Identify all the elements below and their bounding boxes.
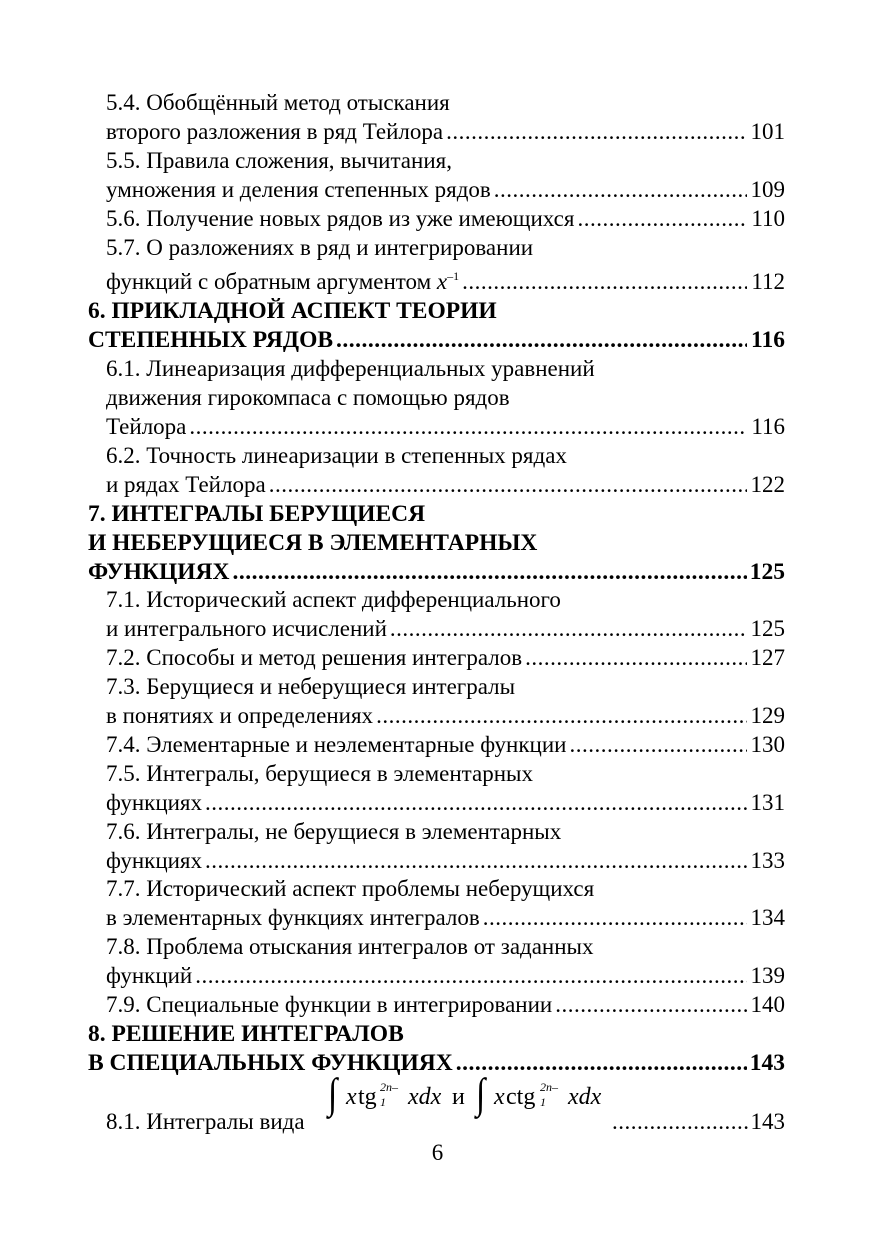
toc-chapter-line: [88, 297, 785, 326]
toc-entry-title: 7.7. Исторический аспект проблемы неберущихся: [106, 876, 595, 902]
toc-chapter-line: [88, 529, 785, 558]
toc-page-number: 129: [750, 703, 785, 729]
toc-entry-title: 5.5. Правила сложения, вычитания,: [106, 147, 452, 173]
toc-page-number: 127: [750, 645, 785, 671]
toc-page-number: 122: [750, 471, 785, 497]
toc-entry-title: функциях: [106, 847, 203, 873]
math-variable: x: [494, 1083, 505, 1110]
toc-entry-title: функций: [106, 963, 193, 989]
toc-entry-line: [88, 615, 785, 644]
math-conjunction: и: [452, 1083, 465, 1110]
toc-entry-line: [88, 962, 785, 991]
toc-entry-title: 5.4. Обобщённый метод отыскания: [106, 90, 450, 115]
integral-sign: ∫: [476, 1071, 486, 1118]
toc-chapter-line: [88, 500, 785, 529]
toc-entry-title: СТЕПЕННЫХ РЯДОВ: [88, 327, 334, 354]
math-variable: x: [436, 269, 448, 295]
toc-entry-title: Тейлора: [106, 413, 187, 439]
toc-page-number: 116: [751, 327, 785, 354]
toc-chapter-line: [88, 1020, 785, 1049]
math-function: tg: [358, 1083, 377, 1110]
dot-leader: [577, 205, 747, 234]
toc-page-number: 125: [749, 558, 785, 585]
toc-entry-title: В СПЕЦИАЛЬНЫХ ФУНКЦИЯХ: [88, 1049, 453, 1076]
dot-leader: [525, 644, 747, 673]
toc-entry-title: в элементарных функциях интегралов: [106, 905, 480, 931]
toc-entry-title: 7.1. Исторический аспект дифференциального: [106, 587, 561, 613]
toc-entry-title: 7. ИНТЕГРАЛЫ БЕРУЩИЕСЯ: [88, 500, 426, 527]
toc-entry-title: 6. ПРИКЛАДНОЙ АСПЕКТ ТЕОРИИ: [88, 298, 497, 325]
dot-leader: [569, 731, 747, 760]
dot-leader: [446, 118, 747, 147]
toc-chapter-line: [88, 1049, 785, 1078]
toc-entry-line: [88, 933, 785, 962]
dot-leader: [462, 268, 747, 297]
dot-leader: [376, 702, 747, 731]
toc-entry-line: [88, 789, 785, 818]
formula-leader: [612, 1108, 785, 1136]
dot-leader: [494, 176, 747, 205]
dot-leader: [483, 904, 747, 933]
toc-entry-title: 7.9. Специальные функции в интегрировании: [106, 992, 553, 1018]
math-function: ctg: [506, 1083, 536, 1110]
toc-entry-title: И НЕБЕРУЩИЕСЯ В ЭЛЕМЕНТАРНЫХ: [88, 529, 538, 556]
toc-entry-title: 7.3. Берущиеся и неберущиеся интегралы: [106, 674, 516, 700]
toc-entry-title: в понятиях и определениях: [106, 703, 374, 729]
toc-entry-title: 8. РЕШЕНИЕ ИНТЕГРАЛОВ: [88, 1021, 404, 1047]
toc-entry-line: [88, 644, 785, 673]
dot-leader: [456, 1049, 747, 1078]
toc-entry-line: [88, 875, 785, 904]
dot-leader: [195, 962, 747, 991]
toc-entry-line: [88, 205, 785, 234]
toc-page-number: 133: [750, 847, 785, 873]
toc-page-number: 140: [750, 992, 785, 1018]
toc-page-number: 116: [751, 413, 785, 439]
toc-entry-line: [88, 586, 785, 615]
toc-page-number: 109: [750, 176, 785, 202]
toc-entry-line: [88, 731, 785, 760]
toc-entry-line: [88, 442, 785, 471]
dot-leader: [269, 471, 747, 500]
toc-page-number: 130: [750, 731, 785, 757]
toc-entry-title: 7.5. Интегралы, берущиеся в элементарных: [106, 760, 533, 786]
toc-entry-line: [88, 176, 785, 205]
toc-entry-title: функций с обратным аргументом $x^{-1}$: [106, 269, 460, 295]
toc-page-number: 139: [750, 963, 785, 989]
dot-leader: [555, 991, 747, 1020]
toc-entry-title: функциях: [106, 789, 203, 815]
math-exponent: 2n–1: [380, 1079, 398, 1109]
dot-leader: [390, 615, 747, 644]
toc-entry-title: движения гирокомпаса с помощью рядов: [106, 385, 510, 411]
toc-page-number: 110: [751, 205, 785, 231]
toc-page-number: 112: [751, 269, 785, 295]
toc-entry-line: [88, 89, 785, 118]
toc-entry-title: 7.6. Интегралы, не берущиеся в элементарных: [106, 818, 562, 844]
toc-chapter-line: [88, 326, 785, 355]
toc-entry-title: 6.1. Линеаризация дифференциальных уравнений: [106, 356, 595, 382]
toc-page-number: 134: [750, 905, 785, 931]
toc-entry-line: [88, 760, 785, 789]
dot-leader: [232, 558, 747, 587]
toc-entry-line: [88, 234, 785, 263]
dot-leader: [205, 847, 747, 876]
dot-leader: [336, 326, 747, 355]
toc-entry-title: второго разложения в ряд Тейлора: [106, 118, 444, 144]
math-exponent: 2n–1: [540, 1079, 558, 1109]
toc-entry-line: [88, 384, 785, 413]
dot-leader: [205, 789, 747, 818]
toc-entry-title: 6.2. Точность линеаризации в степенных рядах: [106, 442, 567, 468]
integral-sign: ∫: [328, 1071, 338, 1118]
toc-chapter-line: [88, 558, 785, 587]
math-variable: x: [346, 1083, 357, 1110]
toc-entry-title: 5.6. Получение новых рядов из уже имеющихся: [106, 205, 575, 231]
toc-entry-title: 7.2. Способы и метод решения интегралов: [106, 645, 523, 671]
toc-entry-title: 7.4. Элементарные и неэлементарные функции: [106, 731, 567, 757]
toc-entry-title: 7.8. Проблема отыскания интегралов от заданных: [106, 934, 594, 960]
toc-entry-line: [88, 702, 785, 731]
toc-entry-line: [88, 673, 785, 702]
toc-page-number: 143: [750, 1108, 785, 1134]
toc-entry-title: и рядах Тейлора: [106, 471, 266, 497]
toc-entry-line: [88, 413, 785, 442]
toc-entry-line: [88, 262, 785, 297]
toc-entry-line: [88, 471, 785, 500]
dot-leader: [612, 1108, 749, 1136]
page-number: 6: [431, 1140, 444, 1165]
toc-entry-formula: [88, 1071, 785, 1136]
math-superscript: –1: [447, 269, 460, 284]
toc-entry-title: умножения и деления степенных рядов: [106, 176, 491, 202]
toc-entry-line: [88, 904, 785, 933]
math-differential: xdx: [568, 1083, 602, 1110]
table-of-contents: [88, 89, 785, 1136]
toc-page-number: 101: [750, 118, 785, 144]
toc-page-number: 143: [749, 1049, 785, 1076]
toc-entry-title: 8.1. Интегралы вида: [106, 1108, 305, 1134]
toc-entry-line: [88, 355, 785, 384]
math-differential: xdx: [408, 1083, 442, 1110]
toc-entry-title: и интегрального исчислений: [106, 616, 387, 642]
toc-entry-title: 5.7. О разложениях в ряд и интегрировании: [106, 234, 534, 260]
toc-entry-line: [88, 818, 785, 847]
toc-page-number: 125: [750, 616, 785, 642]
toc-entry-line: [88, 991, 785, 1020]
toc-entry-line: [88, 147, 785, 176]
toc-entry-line: [88, 847, 785, 876]
toc-page-number: 131: [750, 789, 785, 815]
dot-leader: [189, 413, 747, 442]
toc-entry-title: ФУНКЦИЯХ: [88, 558, 230, 585]
toc-entry-line: [88, 118, 785, 147]
